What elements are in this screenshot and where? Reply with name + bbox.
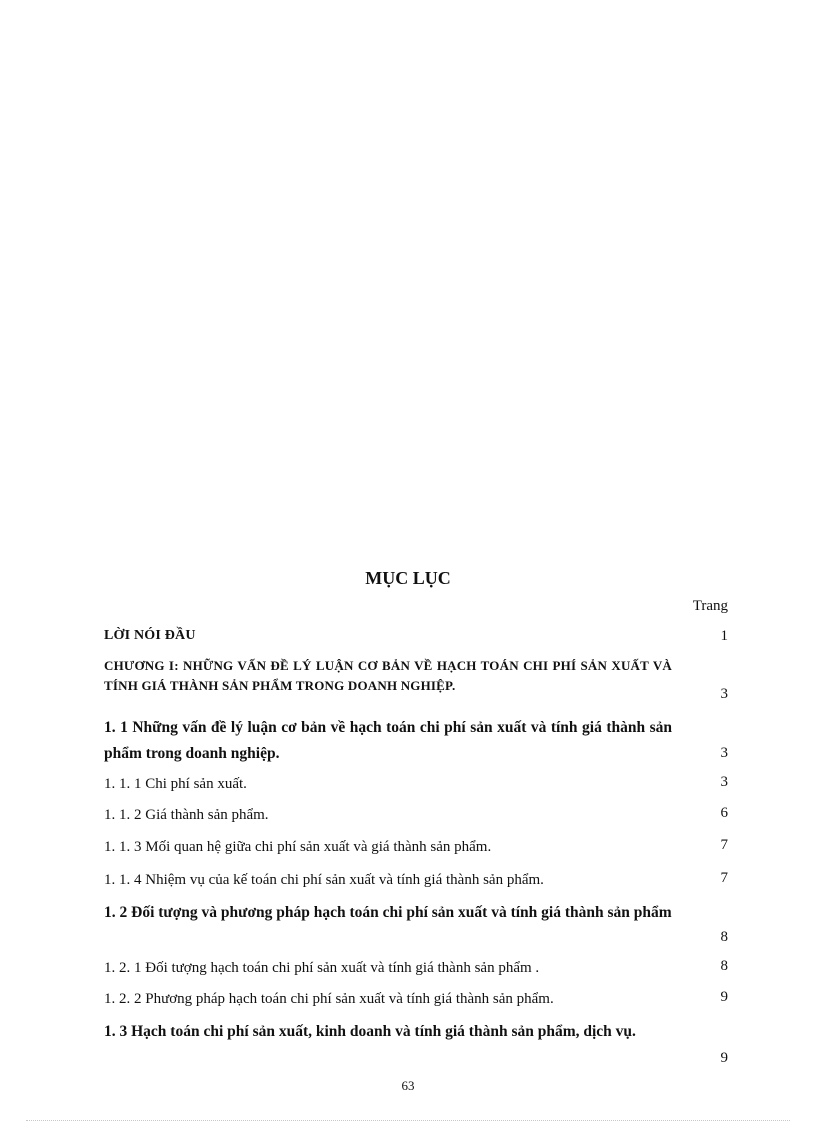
- toc-entry-page: 1: [720, 628, 728, 644]
- footer-page-number: 63: [401, 1078, 415, 1093]
- page-bottom-divider: [26, 1120, 790, 1121]
- toc-entry-text: 1. 1. 1 Chi phí sản xuất.: [104, 776, 247, 792]
- toc-entry-text: 1. 1. 3 Mối quan hệ giữa chi phí sản xuất và giá thành sản phẩm.: [104, 839, 492, 855]
- page-column-label: Trang: [692, 598, 728, 614]
- toc-entry-text: 1. 1. 2 Giá thành sản phẩm.: [104, 807, 269, 823]
- toc-entry-text: 1. 3 Hạch toán chi phí sản xuất, kinh doanh và tính giá thành sản phẩm, dịch vụ.: [104, 1023, 636, 1040]
- toc-entry-page: 7: [720, 870, 728, 886]
- toc-entry-text: 1. 1 Những vấn đề lý luận cơ bản về hạch toán chi phí sản xuất và tính giá thành sản phẩm trong doanh nghiệp.: [104, 719, 672, 762]
- toc-entry-page: 3: [720, 774, 728, 790]
- toc-entry-page: 7: [720, 837, 728, 853]
- toc-entry-page: 9: [720, 1050, 728, 1066]
- toc-entry-text: 1. 2. 1 Đối tượng hạch toán chi phí sản xuất và tính giá thành sản phẩm .: [104, 960, 540, 976]
- toc-entry-page: 3: [720, 745, 728, 761]
- toc-entry-text: CHƯƠNG I: NHỮNG VẤN ĐỀ LÝ LUẬN CƠ BẢN VỀ HẠCH TOÁN CHI PHÍ SẢN XUẤT VÀ TÍNH GIÁ THÀNH SẢN PHẨM TRONG DOANH NGHIỆP.: [104, 658, 672, 693]
- toc-title: MỤC LỤC: [365, 568, 451, 588]
- toc-entry-page: 8: [720, 929, 728, 945]
- toc-entry-page: 3: [720, 686, 728, 702]
- toc-entry-text: 1. 2 Đối tượng và phương pháp hạch toán chi phí sản xuất và tính giá thành sản phẩm: [104, 904, 672, 921]
- toc-entry-page: 8: [720, 958, 728, 974]
- toc-entry-text: 1. 2. 2 Phương pháp hạch toán chi phí sản xuất và tính giá thành sản phẩm.: [104, 991, 554, 1007]
- toc-entry-page: 9: [720, 989, 728, 1005]
- toc-entry-page: 6: [720, 805, 728, 821]
- toc-entry-text: LỜI NÓI ĐẦU: [104, 628, 196, 643]
- toc-entry-text: 1. 1. 4 Nhiệm vụ của kế toán chi phí sản xuất và tính giá thành sản phẩm.: [104, 872, 544, 888]
